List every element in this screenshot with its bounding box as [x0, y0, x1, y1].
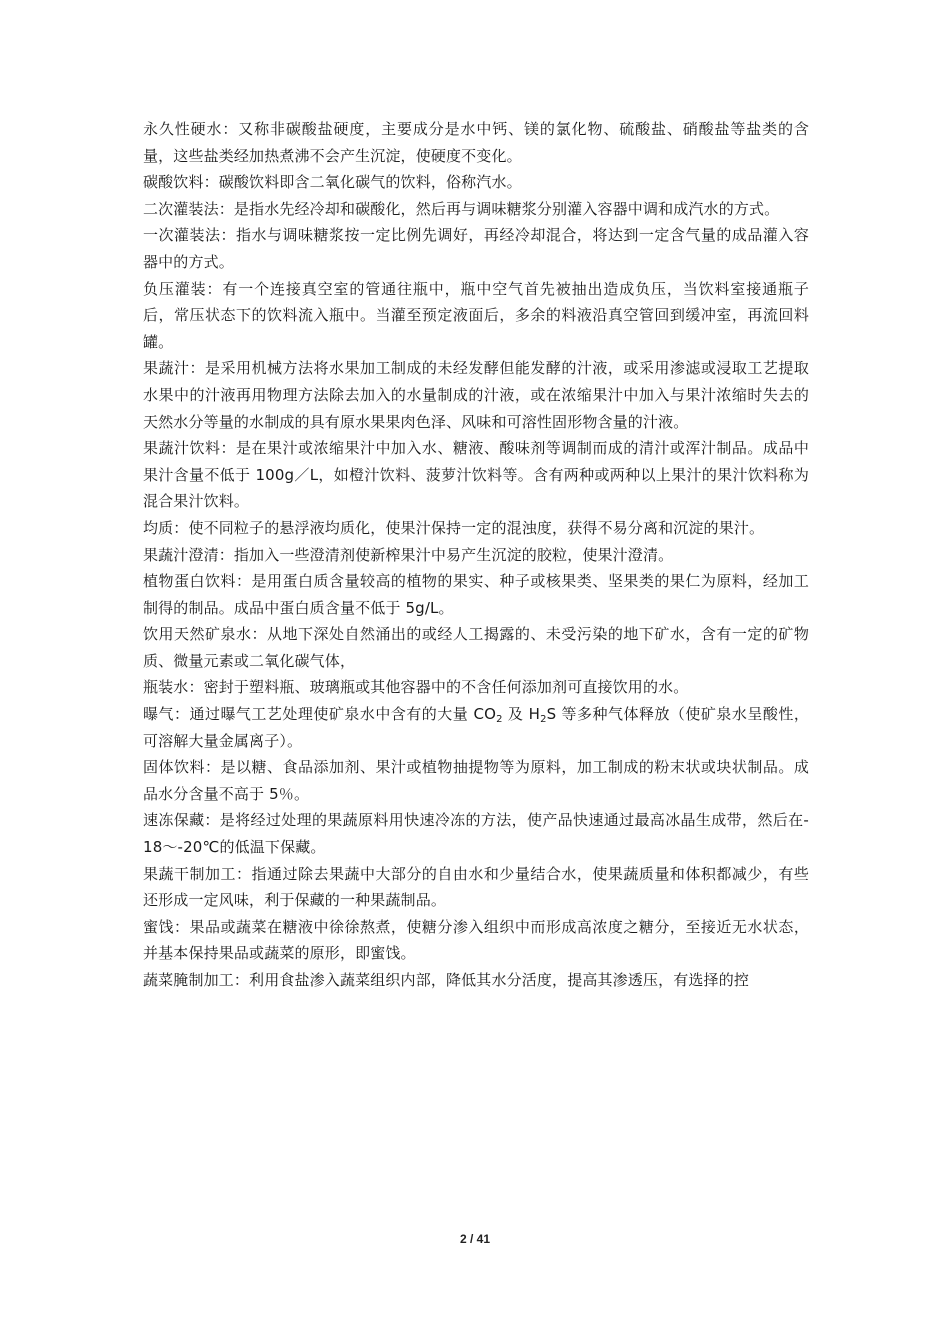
h2s-subscript: 2	[540, 714, 547, 726]
paragraph-permanent-hard-water: 永久性硬水：又称非碳酸盐硬度，主要成分是水中钙、镁的氯化物、硫酸盐、硝酸盐等盐类的含量，这些盐类经加热煮沸不会产生沉淀，使硬度不变化。	[143, 120, 809, 165]
paragraph-negative-pressure-filling: 负压灌装：有一个连接真空室的管通往瓶中，瓶中空气首先被抽出造成负压，当饮料室接通瓶子后，常压状态下的饮料流入瓶中。当灌至预定液面后，多余的料液沿真空管回到缓冲室，再流回料罐。	[143, 279, 809, 351]
paragraph-preserved-fruit: 蜜饯：果品或蔬菜在糖液中徐徐熬煮，使糖分渗入组织中而形成高浓度之糖分，至接近无水状态，并基本保持果品或蔬菜的原形，即蜜饯。	[143, 917, 809, 963]
paragraph-vegetable-pickling: 蔬菜腌制加工：利用食盐渗入蔬菜组织内部，降低其水分活度，提高其渗透压，有选择的控	[143, 971, 750, 989]
paragraph-solid-drink: 固体饮料：是以糖、食品添加剂、果汁或植物抽提物等为原料，加工制成的粉末状或块状制品。成品水分含量不高于 5％。	[143, 758, 809, 803]
paragraph-two-step-filling: 二次灌装法：是指水先经冷却和碳酸化，然后再与调味糖浆分别灌入容器中调和成汽水的方式。	[143, 199, 780, 218]
aeration-text-middle: 及 H	[502, 705, 541, 724]
aeration-text-after: S 等多种气体释放（使矿泉水呈酸性，可溶解大量金属离子）。	[143, 705, 809, 750]
paragraph-aeration	[143, 701, 809, 754]
paragraph-bottled-water: 瓶装水：密封于塑料瓶、玻璃瓶或其他容器中的不含任何添加剂可直接饮用的水。	[143, 678, 689, 697]
aeration-text-before: 曝气：通过曝气工艺处理使矿泉水中含有的大量 CO	[143, 705, 497, 724]
co2-subscript: 2	[496, 714, 503, 726]
paragraph-one-step-filling: 一次灌装法：指水与调味糖浆按一定比例先调好，再经冷却混合，将达到一定含气量的成品灌入容器中的方式。	[143, 226, 809, 271]
paragraph-homogenization: 均质：使不同粒子的悬浮液均质化，使果汁保持一定的混浊度，获得不易分离和沉淀的果汁。	[143, 518, 765, 537]
paragraph-plant-protein-drink: 植物蛋白饮料：是用蛋白质含量较高的植物的果实、种子或核果类、坚果类的果仁为原料，经加工制得的制品。成品中蛋白质含量不低于 5g/L。	[143, 572, 809, 617]
paragraph-juice-drink: 果蔬汁饮料：是在果汁或浓缩果汁中加入水、糖液、酸味剂等调制而成的清汁或浑汁制品。成品中果汁含量不低于 100g／L，如橙汁饮料、菠萝汁饮料等。含有两种或两种以上果汁的果汁饮料称为混合果汁饮料。	[143, 439, 809, 511]
paragraph-carbonated-drink: 碳酸饮料：碳酸饮料即含二氧化碳气的饮料，俗称汽水。	[143, 173, 522, 192]
paragraph-drying: 果蔬干制加工：指通过除去果蔬中大部分的自由水和少量结合水，使果蔬质量和体积都减少，有些还形成一定风味，利于保藏的一种果蔬制品。	[143, 864, 809, 910]
paragraph-mineral-water: 饮用天然矿泉水：从地下深处自然涌出的或经人工揭露的、未受污染的地下矿水，含有一定的矿物质、微量元素或二氧化碳气体，	[143, 625, 809, 670]
paragraph-juice-clarification: 果蔬汁澄清：指加入一些澄清剂使新榨果汁中易产生沉淀的胶粒，使果汁澄清。	[143, 545, 674, 564]
paragraph-quick-freezing: 速冻保藏：是将经过处理的果蔬原料用快速冷冻的方法，使产品快速通过最高冰晶生成带，然后在-18～-20℃的低温下保藏。	[143, 811, 809, 857]
page-number: 2 / 41	[459, 1232, 491, 1246]
document-body	[143, 116, 809, 994]
paragraph-fruit-vegetable-juice: 果蔬汁：是采用机械方法将水果加工制成的未经发酵但能发酵的汁液，或采用渗滤或浸取工艺提取水果中的汁液再用物理方法除去加入的水量制成的汁液，或在浓缩果汁中加入与果汁浓缩时失去的天然水分等量的水制成的具有原水果果肉色泽、风味和可溶性固形物含量的汁液。	[143, 359, 809, 431]
